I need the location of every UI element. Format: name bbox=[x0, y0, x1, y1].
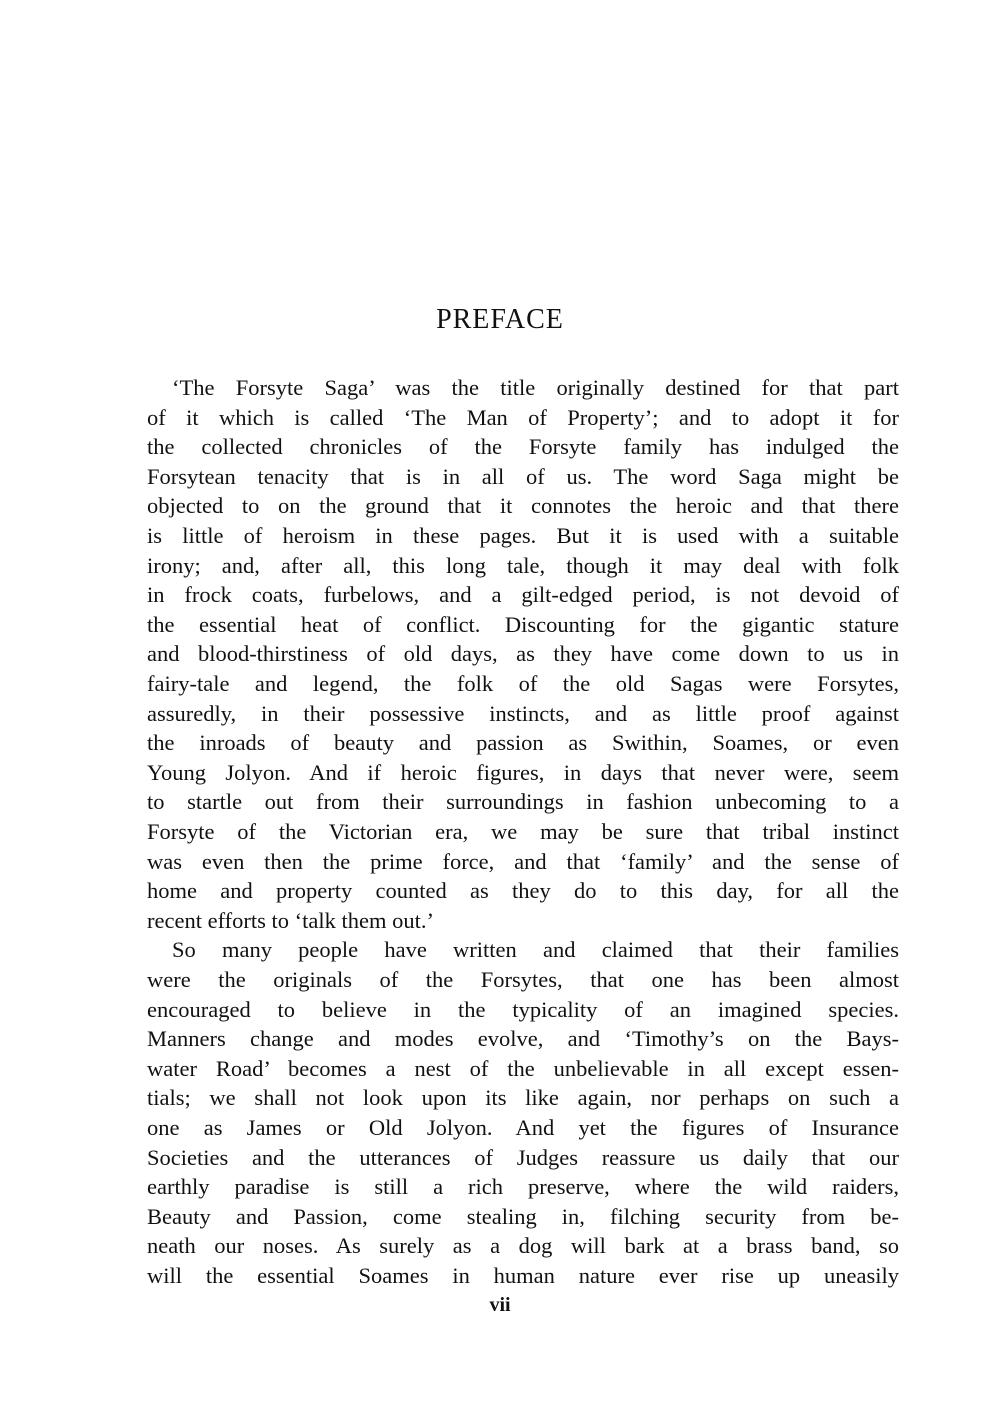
text-line: one as James or Old Jolyon. And yet the figures of Insurance bbox=[147, 1115, 899, 1140]
text-line: to startle out from their surroundings in fashion unbecoming to a bbox=[147, 789, 899, 814]
text-line: objected to on the ground that it connotes the heroic and that there bbox=[147, 493, 899, 518]
text-line: Forsytean tenacity that is in all of us. The word Saga might be bbox=[147, 464, 899, 489]
text-line: earthly paradise is still a rich preserve, where the wild raiders, bbox=[147, 1174, 899, 1199]
text-line: ‘The Forsyte Saga’ was the title originally destined for that part bbox=[172, 375, 899, 400]
text-line: and blood-thirstiness of old days, as they have come down to us in bbox=[147, 641, 899, 666]
text-line: encouraged to believe in the typicality of an imagined species. bbox=[147, 997, 899, 1022]
text-line: Manners change and modes evolve, and ‘Timothy’s on the Bays- bbox=[147, 1026, 899, 1051]
text-line: Societies and the utterances of Judges reassure us daily that our bbox=[147, 1145, 899, 1170]
text-line: will the essential Soames in human nature ever rise up uneasily bbox=[147, 1263, 899, 1288]
text-line: was even then the prime force, and that ‘family’ and the sense of bbox=[147, 849, 899, 874]
text-line: of it which is called ‘The Man of Property’; and to adopt it for bbox=[147, 405, 899, 430]
text-line: the collected chronicles of the Forsyte family has indulged the bbox=[147, 434, 899, 459]
text-line: Beauty and Passion, come stealing in, filching security from be- bbox=[147, 1204, 899, 1229]
text-line: is little of heroism in these pages. But it is used with a suitable bbox=[147, 523, 899, 548]
page-title: PREFACE bbox=[436, 304, 564, 335]
text-line: the inroads of beauty and passion as Swithin, Soames, or even bbox=[147, 730, 899, 755]
text-line: assuredly, in their possessive instincts, and as little proof against bbox=[147, 701, 899, 726]
text-line: neath our noses. As surely as a dog will bark at a brass band, so bbox=[147, 1233, 899, 1258]
text-line: irony; and, after all, this long tale, though it may deal with folk bbox=[147, 553, 899, 578]
text-line: Forsyte of the Victorian era, we may be sure that tribal instinct bbox=[147, 819, 899, 844]
text-line: So many people have written and claimed that their families bbox=[172, 937, 899, 962]
page-number: vii bbox=[489, 1294, 511, 1316]
text-line: tials; we shall not look upon its like again, nor perhaps on such a bbox=[147, 1085, 899, 1110]
text-line: fairy-tale and legend, the folk of the old Sagas were Forsytes, bbox=[147, 671, 899, 696]
text-line: home and property counted as they do to this day, for all the bbox=[147, 878, 899, 903]
text-line: water Road’ becomes a nest of the unbelievable in all except essen- bbox=[147, 1056, 899, 1081]
text-line: Young Jolyon. And if heroic figures, in days that never were, seem bbox=[147, 760, 899, 785]
text-line: in frock coats, furbelows, and a gilt-edged period, is not devoid of bbox=[147, 582, 899, 607]
text-line: were the originals of the Forsytes, that one has been almost bbox=[147, 967, 899, 992]
text-line: recent efforts to ‘talk them out.’ bbox=[147, 908, 434, 933]
text-line: the essential heat of conflict. Discounting for the gigantic stature bbox=[147, 612, 899, 637]
